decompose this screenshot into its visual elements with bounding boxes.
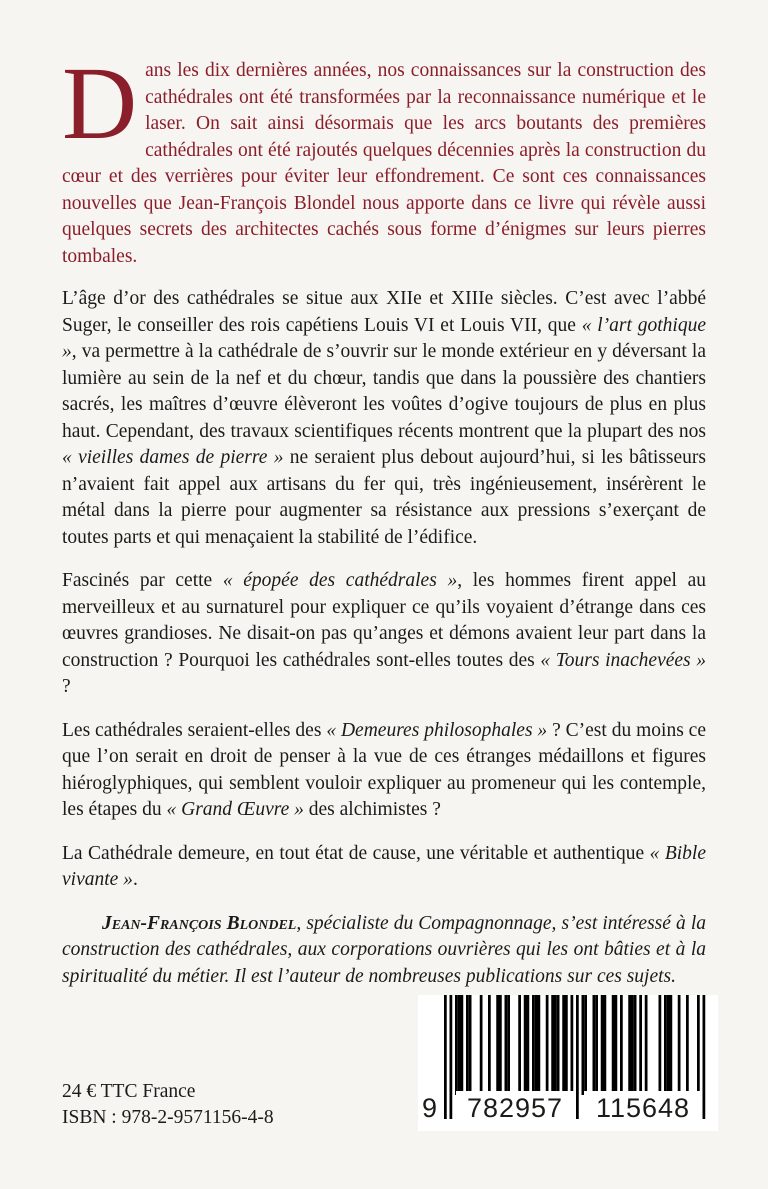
- isbn: ISBN : 978-2-9571156-4-8: [62, 1107, 274, 1128]
- barcode-bar: [455, 995, 458, 1095]
- text-run: L’âge d’or des cathédrales se situe aux XIIe et XIIIe siècles. C’est avec l’abbé Suger, le conseiller des rois capétiens Louis VI et Louis VII, que: [62, 288, 706, 336]
- text-run: , les hommes firent appel au merveilleux et au surnaturel pour expliquer ce qu’ils voyaient d’étrange dans ces œuvres grandioses. Ne disait-on pas qu’anges et démons avaient leur part dans la construction ? Pourquoi les cathédrales sont-elles toutes des: [62, 570, 706, 671]
- isbn-barcode: [418, 995, 718, 1131]
- back-cover-text: [62, 46, 707, 990]
- barcode-bar: [469, 995, 472, 1095]
- barcode-bar: [576, 995, 579, 1119]
- barcode-bar: [639, 995, 642, 1095]
- barcode-bar: [582, 995, 585, 1095]
- text-run: ? C’est du moins ce que l’on serait en droit de penser à la vue de ces étranges médaillons et figures hiéroglyphiques, qui semblent vouloir expliquer au promeneur qui les contemple, les étapes du: [62, 719, 706, 820]
- text-run: ?: [62, 676, 71, 697]
- text-run: ne seraient plus debout aujourd’hui, si les bâtisseurs n’avaient fait appel aux artisans du fer qui, très ingénieusement, insérèrent le métal dans la pierre pour augmenter sa résistance aux pressions s’exerçant de toutes parts et qui menaçaient la stabilité de l’édifice.: [62, 447, 706, 548]
- barcode-bar: [557, 995, 560, 1095]
- text-run: Les cathédrales seraient-elles des: [62, 719, 327, 741]
- barcode-bar: [593, 995, 596, 1095]
- barcode-bar: [499, 995, 502, 1095]
- barcode-bar: [584, 995, 587, 1095]
- barcode-digits-left: 782957: [456, 1091, 574, 1125]
- author-name: Jean-François Blondel: [102, 912, 297, 934]
- text-run: Fascinés par cette: [62, 570, 223, 591]
- barcode-bar: [678, 995, 681, 1095]
- barcode-bar: [686, 995, 689, 1095]
- quote-demeures-philosophales: « Demeures philosophales »: [326, 719, 548, 741]
- barcode-bar: [450, 995, 453, 1119]
- barcode-bar: [546, 995, 549, 1095]
- barcode-bar: [612, 995, 615, 1095]
- author-bio-text: , spécialiste du Compagnonnage, s’est intéressé à la construction des cathédrales, aux corporations ouvrières qui les ont bâties et à la spiritualité du métier. Il est l’auteur de nombreuses publications sur ces sujets.: [62, 912, 706, 987]
- text-run: .: [132, 869, 138, 890]
- price-block: [62, 1079, 274, 1131]
- quote-bible-vivante: « Bible vivante »: [62, 842, 707, 890]
- barcode-bar: [551, 995, 554, 1095]
- price: 24 € TTC France: [62, 1081, 196, 1102]
- quote-tours-inachevees: « Tours inachevées »: [540, 649, 707, 671]
- text-run: , va permettre à la cathédrale de s’ouvrir sur le monde extérieur en y déversant la lumière au sein de la nef et du chœur, tandis que dans la poussière des chantiers sacrés, les maîtres d’œuvre élèveront les voûtes d’ogive toujours de plus en plus haut. Cependant, des travaux scientifiques récents montrent que la plupart des nos: [62, 341, 706, 442]
- intro-text: ans les dix dernières années, nos connaissances sur la construction des cathédrales ont été transformées par la reconnaissance numérique et le laser. On sait ainsi désormais que les arcs boutants des premières cathédrales ont été rajoutés quelques décennies après la construction du cœur et des verrières pour éviter leur effondrement. Ce sont ces connaissances nouvelles que Jean-François Blondel nous apporte dans ce livre qui révèle aussi quelques secrets des architectes cachés sous forme d’énigmes sur leurs pierres tombales.: [62, 60, 706, 267]
- barcode-bar: [538, 995, 541, 1095]
- barcode-bar: [659, 995, 662, 1095]
- quote-vieilles-dames: « vieilles dames de pierre »: [62, 447, 284, 468]
- barcode-bar: [488, 995, 491, 1095]
- barcode-bar: [524, 995, 527, 1095]
- quote-grand-oeuvre: « Grand Œuvre »: [166, 799, 304, 820]
- barcode-bar: [527, 995, 530, 1095]
- barcode-bar: [458, 995, 461, 1095]
- barcode-bar: [565, 995, 568, 1095]
- barcode-bar: [645, 995, 648, 1095]
- quote-art-gothique: « l’art gothique »: [62, 314, 706, 362]
- barcode-bar: [562, 995, 565, 1095]
- paragraph-demeures: [62, 718, 706, 824]
- barcode-bar: [554, 995, 557, 1095]
- quote-epopee: « épopée des cathédrales »: [222, 570, 458, 591]
- barcode-bar: [505, 995, 508, 1095]
- barcode-bar: [507, 995, 510, 1095]
- barcode-bar: [667, 995, 670, 1095]
- barcode-bar: [532, 995, 535, 1095]
- text-run: La Cathédrale demeure, en tout état de cause, une véritable et authentique: [62, 842, 650, 864]
- barcode-bar: [628, 995, 631, 1095]
- barcode-bar: [444, 995, 447, 1119]
- barcode-bar: [595, 995, 598, 1095]
- barcode-bar: [496, 995, 499, 1095]
- barcode-bar: [466, 995, 469, 1095]
- barcode-bar: [601, 995, 604, 1095]
- barcode-digits-right: 115648: [584, 1091, 702, 1125]
- paragraph-epopee: [62, 568, 706, 701]
- barcode-bar: [664, 995, 667, 1095]
- barcode-bar: [620, 995, 623, 1095]
- barcode-bar: [461, 995, 464, 1095]
- barcode-bar: [535, 995, 538, 1095]
- barcode-bar: [615, 995, 618, 1095]
- paragraph-bible: [62, 841, 706, 894]
- intro-paragraph: [62, 46, 706, 270]
- text-run: des alchimistes ?: [303, 799, 441, 820]
- barcode-bar: [631, 995, 634, 1095]
- barcode-digit-first: 9: [418, 1091, 442, 1125]
- paragraph-golden-age: [62, 286, 706, 551]
- author-bio: [62, 911, 706, 991]
- barcode-bar: [604, 995, 607, 1095]
- barcode-bar: [703, 995, 706, 1119]
- barcode-bar: [634, 995, 637, 1095]
- barcode-bar: [670, 995, 673, 1095]
- barcode-bar: [480, 995, 483, 1095]
- barcode-bar: [518, 995, 521, 1095]
- drop-cap: D: [62, 46, 138, 161]
